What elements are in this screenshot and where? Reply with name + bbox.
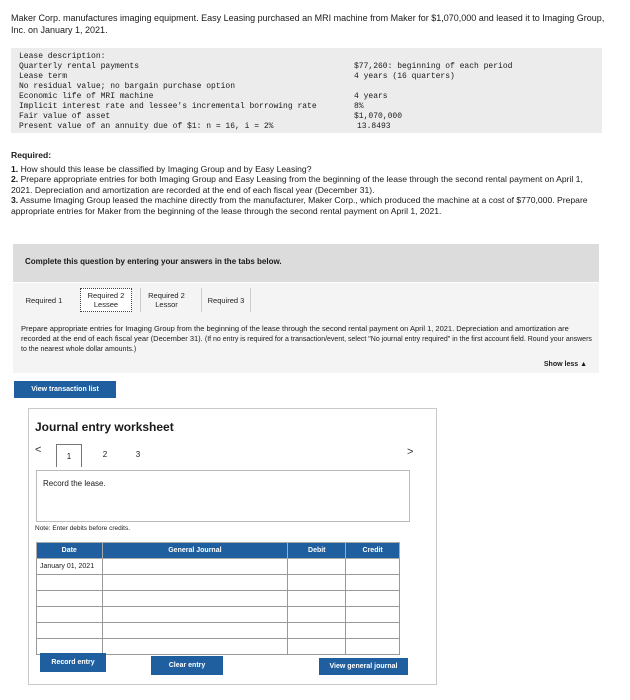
banner-text: Complete this question by entering your answers in the tabs below.	[25, 257, 282, 266]
lease-row-value: 4 years (16 quarters)	[354, 72, 455, 81]
tab-label: Required 1	[25, 295, 63, 305]
lease-row-label: No residual value; no bargain purchase option	[19, 82, 236, 91]
tab-required-2-lessor[interactable]	[140, 288, 192, 312]
required-heading: Required:	[11, 150, 52, 160]
lease-row	[19, 102, 599, 112]
chevron-left-icon[interactable]: <	[35, 444, 42, 456]
lease-row	[19, 62, 599, 72]
account-cell[interactable]	[102, 559, 288, 575]
credit-cell[interactable]	[346, 623, 400, 639]
required-item-text: Assume Imaging Group leased the machine directly from the manufacturer, Maker Corp., which produced the machine at a cost of $770,000. Prepare appropriate entries for Maker from the beginning of the lease through the second rental payment on April 1, 2021.	[11, 195, 588, 216]
entry-description-box	[36, 470, 410, 522]
debit-cell[interactable]	[288, 639, 346, 655]
date-cell[interactable]	[37, 591, 103, 607]
credit-cell[interactable]	[346, 559, 400, 575]
date-cell[interactable]: January 01, 2021	[37, 559, 103, 575]
lease-row-label: Fair value of asset	[19, 112, 111, 121]
panel-instructions	[21, 324, 596, 355]
entry-description: Record the lease.	[43, 479, 106, 488]
instruction-main: Prepare appropriate entries for Imaging Group from the beginning of the lease through the second rental payment on April 1, 2021. Depreciation and amortization are recorded at the end of each fiscal year (December 31).	[21, 324, 569, 343]
lease-row-label: Quarterly rental payments	[19, 62, 140, 71]
column-header-date: Date	[37, 543, 103, 559]
lease-row	[19, 122, 599, 132]
date-cell[interactable]	[37, 607, 103, 623]
table-row	[37, 591, 400, 607]
required-section	[11, 150, 606, 216]
required-item-text: How should this lease be classified by Imaging Group and by Easy Leasing?	[20, 163, 312, 174]
tab-required-2-lessee[interactable]	[80, 288, 132, 312]
view-transaction-list-button[interactable]: View transaction list	[14, 381, 116, 398]
credit-cell[interactable]	[346, 591, 400, 607]
lease-row-value: $77,260: beginning of each period	[354, 62, 513, 71]
lease-row-value: $1,070,000	[354, 112, 403, 121]
lease-row-value: 13.8493	[357, 122, 391, 131]
column-header-general-journal: General Journal	[102, 543, 288, 559]
tab-panel	[13, 318, 599, 373]
account-cell[interactable]	[102, 623, 288, 639]
worksheet-page-3[interactable]: 3	[135, 449, 141, 459]
lease-row	[19, 92, 599, 102]
worksheet-page-1[interactable]: 1	[56, 444, 82, 467]
debit-cell[interactable]	[288, 575, 346, 591]
instruction-note: (If no entry is required for a transaction/event, select "No journal entry required" in the first account field. Round your answers to the nearest whole dollar amounts.)	[21, 335, 592, 353]
record-entry-button[interactable]: Record entry	[40, 653, 106, 672]
chevron-right-icon[interactable]: >	[407, 446, 414, 458]
worksheet-page-2[interactable]: 2	[102, 449, 108, 459]
lease-header-label: Lease description:	[19, 52, 106, 61]
account-cell[interactable]	[102, 575, 288, 591]
lease-row-label: Present value of an annuity due of $1: n = 16, i = 2%	[19, 122, 274, 131]
table-row	[37, 623, 400, 639]
worksheet-title: Journal entry worksheet	[35, 420, 174, 434]
credit-cell[interactable]	[346, 575, 400, 591]
tab-label: Required 2	[87, 291, 125, 300]
clear-entry-button[interactable]: Clear entry	[151, 656, 223, 675]
table-row	[37, 607, 400, 623]
required-item-number: 2.	[11, 174, 19, 184]
lease-row	[19, 72, 599, 82]
date-cell[interactable]	[37, 575, 103, 591]
required-item-text: Prepare appropriate entries for both Imaging Group and Easy Leasing from the beginning of the lease through the second rental payment on April 1, 2021. Depreciation and amortization are recorded at the end of each fiscal year (December 31).	[11, 174, 583, 195]
required-item-number: 1.	[11, 163, 19, 174]
lease-row-value: 4 years	[354, 92, 388, 101]
journal-header-row	[37, 543, 400, 559]
debit-cell[interactable]	[288, 559, 346, 575]
required-item	[11, 195, 606, 216]
debit-cell[interactable]	[288, 607, 346, 623]
lease-row	[19, 82, 599, 92]
debit-cell[interactable]	[288, 591, 346, 607]
table-row	[37, 559, 400, 575]
debits-note: Note: Enter debits before credits.	[35, 525, 131, 532]
tab-required-1[interactable]	[19, 288, 69, 312]
show-less-toggle[interactable]: Show less ▲	[543, 361, 587, 368]
tab-sublabel: Lessee	[93, 300, 119, 309]
account-cell[interactable]	[102, 591, 288, 607]
table-row	[37, 575, 400, 591]
journal-entry-worksheet	[28, 408, 437, 685]
tab-label: Required 2	[148, 291, 185, 300]
instructions-banner	[13, 244, 599, 282]
lease-description-box	[11, 48, 602, 133]
required-item-number: 3.	[11, 195, 19, 205]
debit-cell[interactable]	[288, 623, 346, 639]
column-header-debit: Debit	[288, 543, 346, 559]
tab-required-3[interactable]	[201, 288, 251, 312]
lease-row-value: 8%	[354, 102, 364, 111]
credit-cell[interactable]	[346, 607, 400, 623]
column-header-credit: Credit	[346, 543, 400, 559]
tab-sublabel: Lessor	[155, 300, 178, 309]
date-cell[interactable]	[37, 623, 103, 639]
problem-intro: Maker Corp. manufactures imaging equipment. Easy Leasing purchased an MRI machine from Maker for $1,070,000 and leased it to Imaging Group, Inc. on January 1, 2021.	[11, 13, 605, 35]
lease-header	[19, 52, 599, 62]
account-cell[interactable]	[102, 607, 288, 623]
lease-row	[19, 112, 599, 122]
tab-label: Required 3	[207, 295, 245, 305]
tab-bar	[13, 283, 599, 318]
lease-row-label: Implicit interest rate and lessee's incremental borrowing rate	[19, 102, 317, 111]
lease-row-label: Lease term	[19, 72, 68, 81]
required-item	[11, 164, 606, 175]
lease-row-label: Economic life of MRI machine	[19, 92, 154, 101]
required-item	[11, 174, 606, 195]
account-cell[interactable]	[102, 639, 288, 655]
credit-cell[interactable]	[346, 639, 400, 655]
journal-table	[36, 542, 400, 655]
view-general-journal-button[interactable]: View general journal	[319, 658, 408, 675]
